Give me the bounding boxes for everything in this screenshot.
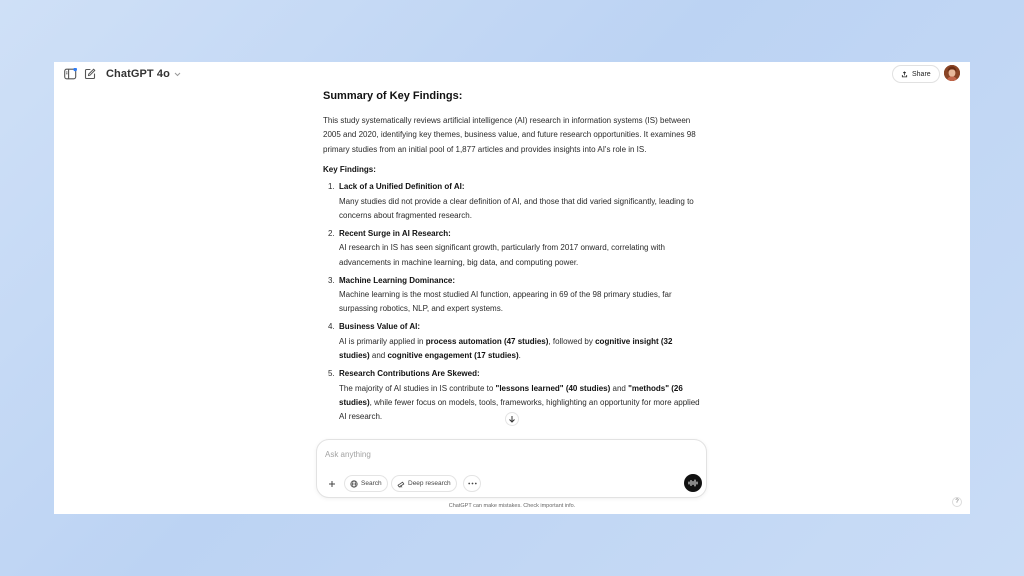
search-label: Search: [361, 480, 382, 487]
disclaimer: ChatGPT can make mistakes. Check important info.: [448, 503, 576, 509]
prompt-input[interactable]: [325, 447, 665, 461]
findings-list: [323, 180, 703, 425]
bold-text: "lessons learned" (40 studies): [495, 383, 611, 393]
composer: [316, 439, 707, 498]
list-item: [323, 227, 703, 270]
scroll-to-bottom-button[interactable]: [505, 412, 519, 426]
text-run: and: [369, 351, 388, 361]
plus-icon: [328, 480, 336, 488]
waveform-icon: [688, 479, 698, 487]
list-number: 2.: [328, 228, 335, 238]
sidebar-toggle-icon[interactable]: [62, 66, 78, 82]
text-run: and: [610, 383, 629, 393]
share-button[interactable]: [892, 65, 940, 83]
bold-text: "methods" (26 studies): [339, 383, 683, 407]
deep-research-label: Deep research: [408, 480, 451, 487]
finding-title: Research Contributions Are Skewed:: [339, 369, 480, 379]
new-chat-icon[interactable]: [82, 66, 98, 82]
help-button[interactable]: ?: [952, 497, 962, 507]
model-selector[interactable]: [106, 66, 181, 82]
list-number: 1.: [328, 182, 335, 192]
avatar[interactable]: [944, 65, 960, 81]
bold-text: cognitive insight (32 studies): [339, 336, 673, 361]
bold-text: process automation (47 studies): [425, 336, 549, 346]
key-findings-heading: Key Findings:: [323, 165, 376, 175]
share-label: Share: [912, 70, 931, 78]
text-run: AI is primarily applied in: [339, 336, 426, 346]
summary-heading: Summary of Key Findings:: [323, 90, 463, 102]
text-run: The majority of AI studies in IS contribute to: [339, 383, 496, 393]
assistant-message: [323, 88, 703, 428]
top-bar: [54, 62, 970, 86]
list-number: 5.: [328, 369, 335, 379]
finding-title: Business Value of AI:: [339, 322, 421, 332]
globe-icon: [350, 480, 358, 488]
share-icon: [901, 71, 908, 78]
model-name: ChatGPT 4o: [106, 68, 170, 80]
chat-window: [54, 62, 970, 514]
finding-text: [339, 335, 703, 364]
finding-title: Recent Surge in AI Research:: [339, 228, 451, 238]
more-icon: [468, 482, 477, 485]
chevron-down-icon: [174, 70, 181, 79]
finding-text: AI research in IS has seen significant growth, particularly from 2017 onward, correlating with advancements in machine learning, big data, and computing power.: [339, 243, 665, 267]
finding-title: Machine Learning Dominance:: [339, 275, 456, 285]
more-tools-button[interactable]: [463, 475, 481, 492]
list-item: [323, 320, 703, 363]
finding-text: Many studies did not provide a clear definition of AI, and those that did varied significantly, leading to concerns about fragmented research.: [339, 196, 694, 221]
intro-paragraph: This study systematically reviews artificial intelligence (AI) research in information systems (IS) between 2005 and 2020, identifying key themes, business value, and future research opportunities. It examines 98 primary studies from an initial pool of 1,877 articles and provides insights into AI's role in IS.: [323, 116, 696, 154]
text-run: , followed by: [548, 336, 596, 346]
voice-mode-button[interactable]: [684, 474, 702, 492]
search-button[interactable]: [344, 475, 388, 492]
text-run: , while fewer focus on models, tools, frameworks, highlighting an opportunity for more applied AI research.: [339, 397, 700, 422]
arrow-down-icon: [508, 415, 516, 423]
list-item: [323, 274, 703, 317]
telescope-icon: [397, 480, 405, 488]
finding-title: Lack of a Unified Definition of AI:: [339, 182, 465, 192]
list-number: 3.: [328, 275, 335, 285]
finding-text: [339, 382, 703, 425]
text-run: .: [518, 351, 521, 361]
list-number: 4.: [328, 322, 335, 332]
deep-research-button[interactable]: [391, 475, 457, 492]
bold-text: cognitive engagement (17 studies): [387, 351, 519, 361]
list-item: [323, 180, 703, 223]
attach-button[interactable]: [323, 475, 340, 492]
finding-text: Machine learning is the most studied AI function, appearing in 69 of the 98 primary studies, far surpassing robotics, NLP, and expert systems.: [339, 290, 672, 314]
